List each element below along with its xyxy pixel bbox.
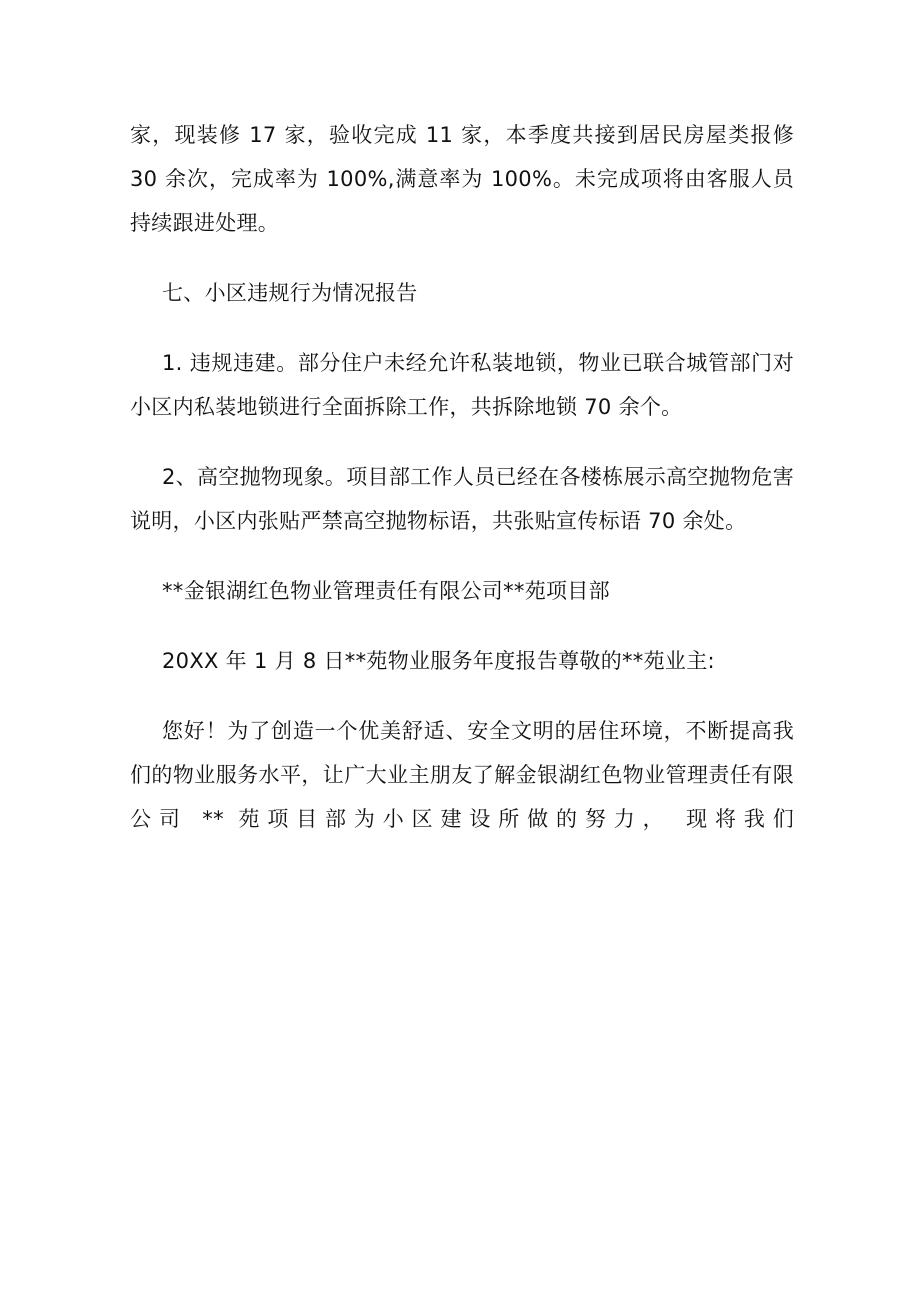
date-and-salutation: 20XX 年 1 月 8 日**苑物业服务年度报告尊敬的**苑业主: [162, 649, 715, 673]
document-page [130, 113, 794, 841]
paragraph-greeting: 您好！为了创造一个优美舒适、安全文明的居住环境，不断提高我们的物业服务水平，让广大业主朋友了解金银湖红色物业管理责任有限公司 ** 苑项目部为小区建设所做的努力， 现将我们 [130, 719, 794, 831]
company-signature: **金银湖红色物业管理责任有限公司**苑项目部 [162, 579, 610, 603]
section-heading-violations: 七、小区违规行为情况报告 [162, 281, 418, 305]
paragraph-high-altitude-throwing: 2、高空抛物现象。项目部工作人员已经在各楼栋展示高空抛物危害说明，小区内张贴严禁高空抛物标语，共张贴宣传标语 70 余处。 [130, 465, 794, 533]
paragraph-illegal-construction: 1. 违规违建。部分住户未经允许私装地锁，物业已联合城管部门对小区内私装地锁进行全面拆除工作，共拆除地锁 70 余个。 [130, 351, 794, 419]
paragraph-repair-stats: 家，现装修 17 家，验收完成 11 家，本季度共接到居民房屋类报修 30 余次，完成率为 100%,满意率为 100%。未完成项将由客服人员持续跟进处理。 [130, 123, 794, 235]
